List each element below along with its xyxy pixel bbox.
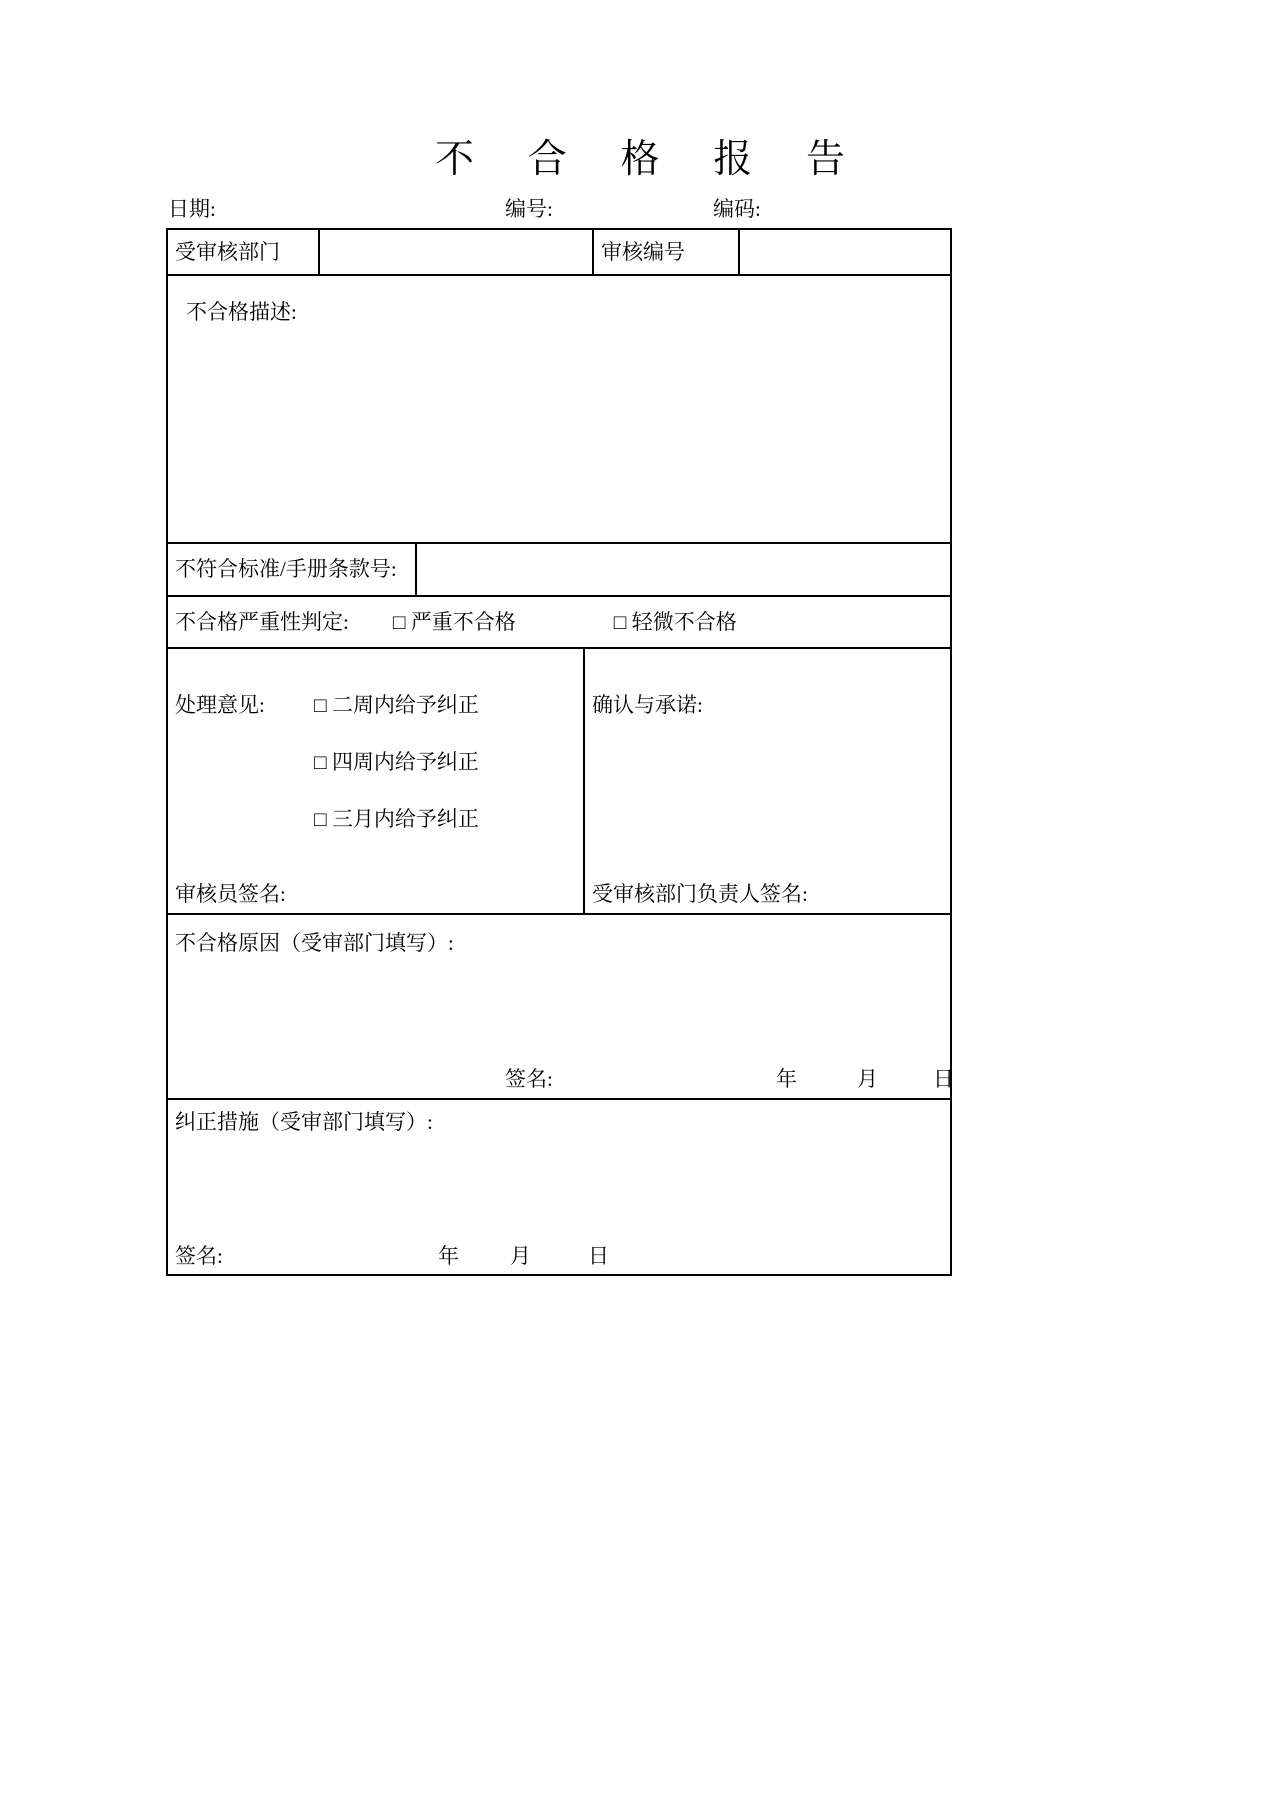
- cause-signature-label[interactable]: 签名:: [505, 1067, 553, 1091]
- corrective-action-day-label: 日: [588, 1244, 609, 1268]
- page-title: 不 合 格 报 告: [434, 138, 867, 181]
- severity-option-minor-label: 轻微不合格: [631, 609, 737, 634]
- table-row-clause: [168, 544, 950, 597]
- audit-number-label-cell: [594, 230, 740, 274]
- handling-option-two-weeks-label: 二周内给予纠正: [331, 693, 479, 717]
- confirmation-label: 确认与承诺:: [592, 693, 703, 717]
- cause-day-label: 日: [933, 1067, 954, 1091]
- clause-label: 不符合标准/手册条款号:: [175, 557, 397, 582]
- corrective-action-label: 纠正措施（受审部门填写）:: [175, 1110, 433, 1134]
- clause-label-cell: [168, 544, 417, 595]
- table-row-corrective-action: [168, 1100, 950, 1274]
- severity-cell: [168, 597, 950, 647]
- department-head-signature-label[interactable]: 受审核部门负责人签名:: [592, 881, 808, 906]
- checkbox-icon[interactable]: □: [392, 609, 406, 634]
- cause-label: 不合格原因（受审部门填写）:: [175, 931, 454, 955]
- corrective-action-month-label: 月: [510, 1244, 531, 1268]
- severity-option-minor[interactable]: [614, 608, 737, 636]
- severity-option-major-label: 严重不合格: [410, 609, 516, 634]
- clause-value-cell[interactable]: [417, 544, 950, 595]
- description-label: 不合格描述:: [186, 300, 297, 324]
- handling-option-two-weeks[interactable]: [314, 691, 479, 719]
- checkbox-icon[interactable]: □: [314, 750, 327, 774]
- nonconformity-form-table: [166, 228, 952, 1276]
- meta-row: [168, 194, 953, 224]
- handling-option-four-weeks-label: 四周内给予纠正: [331, 750, 479, 774]
- severity-label: 不合格严重性判定:: [175, 609, 349, 634]
- auditor-signature-label[interactable]: 审核员签名:: [175, 881, 286, 906]
- corrective-action-year-label: 年: [438, 1244, 459, 1268]
- date-label: 日期:: [168, 197, 216, 221]
- checkbox-icon[interactable]: □: [314, 807, 327, 831]
- handling-option-four-weeks[interactable]: [314, 748, 479, 776]
- department-label-cell: [168, 230, 320, 274]
- cause-year-label: 年: [776, 1067, 797, 1091]
- cause-month-label: 月: [857, 1067, 878, 1091]
- checkbox-icon[interactable]: □: [314, 693, 327, 717]
- table-row-handling: [168, 649, 950, 915]
- code-label: 编码:: [713, 197, 761, 221]
- corrective-action-signature-row: [168, 1242, 950, 1270]
- handling-opinion-label: 处理意见:: [175, 693, 265, 717]
- table-row-severity: [168, 597, 950, 649]
- audit-number-label: 审核编号: [601, 239, 685, 264]
- department-value-cell[interactable]: [320, 230, 594, 274]
- cause-signature-row: [168, 1065, 954, 1093]
- corrective-action-signature-label[interactable]: 签名:: [175, 1244, 223, 1268]
- table-row-header: [168, 230, 950, 276]
- handling-opinion-cell: [168, 649, 585, 913]
- table-row-description: [168, 276, 950, 544]
- table-row-cause: [168, 915, 954, 1100]
- number-label: 编号:: [505, 197, 553, 221]
- confirmation-cell[interactable]: [585, 649, 950, 913]
- handling-option-three-months[interactable]: [314, 805, 479, 833]
- severity-option-major[interactable]: [393, 608, 516, 636]
- description-cell[interactable]: [168, 276, 950, 542]
- corrective-action-cell[interactable]: [168, 1100, 950, 1274]
- audit-number-value-cell[interactable]: [740, 230, 950, 274]
- department-label: 受审核部门: [175, 239, 280, 264]
- checkbox-icon[interactable]: □: [613, 609, 627, 634]
- cause-cell[interactable]: [168, 915, 954, 1098]
- handling-option-three-months-label: 三月内给予纠正: [331, 807, 479, 831]
